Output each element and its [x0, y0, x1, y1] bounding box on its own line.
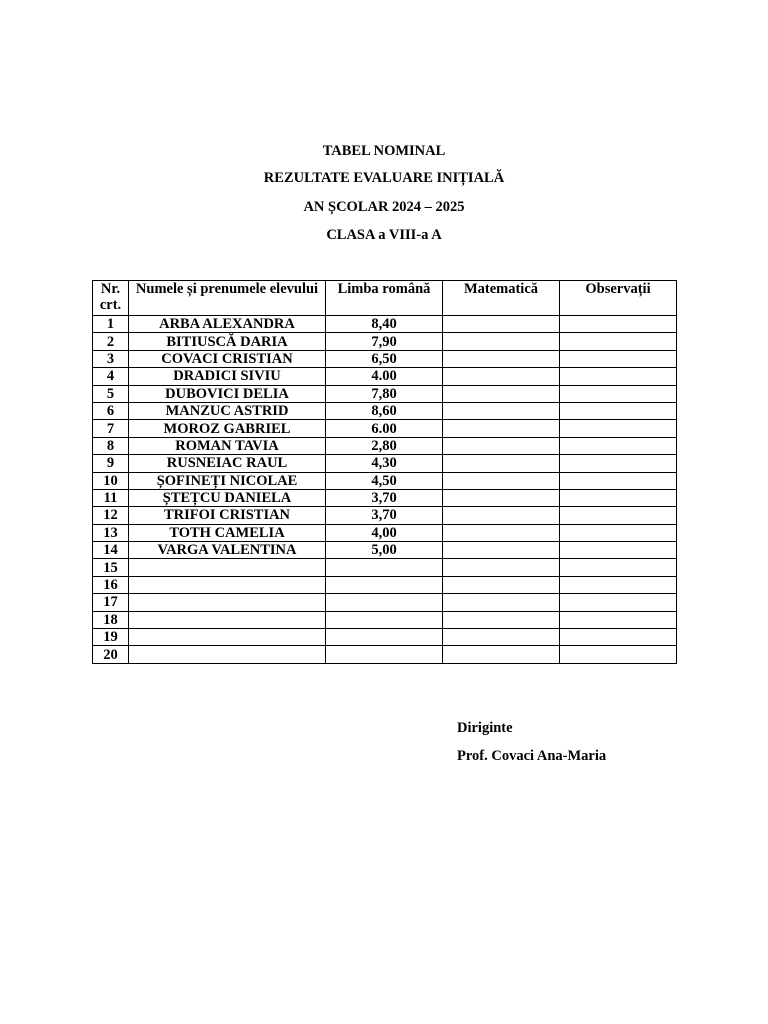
- cell-name: DUBOVICI DELIA: [129, 385, 326, 402]
- cell-math: [443, 646, 560, 663]
- cell-name: VARGA VALENTINA: [129, 542, 326, 559]
- cell-math: [443, 333, 560, 350]
- document-subtitle: REZULTATE EVALUARE INIȚIALĂ: [263, 170, 505, 186]
- cell-name: ROMAN TAVIA: [129, 437, 326, 454]
- table-row: [93, 542, 677, 559]
- table-row: [93, 559, 677, 576]
- cell-math: [443, 576, 560, 593]
- cell-math: [443, 611, 560, 628]
- cell-notes: [560, 368, 677, 385]
- cell-math: [443, 385, 560, 402]
- cell-name: TOTH CAMELIA: [129, 524, 326, 541]
- cell-notes: [560, 594, 677, 611]
- cell-name: MANZUC ASTRID: [129, 402, 326, 419]
- cell-nr: 8: [93, 437, 129, 454]
- cell-notes: [560, 437, 677, 454]
- cell-romanian: 4,50: [326, 472, 443, 489]
- cell-romanian: 4,00: [326, 524, 443, 541]
- cell-romanian: [326, 629, 443, 646]
- cell-nr: 6: [93, 402, 129, 419]
- cell-math: [443, 524, 560, 541]
- cell-math: [443, 368, 560, 385]
- cell-romanian: 6,50: [326, 350, 443, 367]
- cell-math: [443, 455, 560, 472]
- cell-nr: 20: [93, 646, 129, 663]
- column-header-name: Numele și prenumele elevului: [129, 281, 326, 316]
- cell-romanian: 4,30: [326, 455, 443, 472]
- cell-math: [443, 350, 560, 367]
- cell-nr: 19: [93, 629, 129, 646]
- cell-math: [443, 559, 560, 576]
- class-name: CLASA a VIII-a A: [326, 227, 442, 243]
- cell-math: [443, 402, 560, 419]
- cell-math: [443, 507, 560, 524]
- cell-name: [129, 594, 326, 611]
- table-row: [93, 576, 677, 593]
- cell-notes: [560, 455, 677, 472]
- cell-name: TRIFOI CRISTIAN: [129, 507, 326, 524]
- cell-notes: [560, 316, 677, 333]
- table-row: [93, 489, 677, 506]
- cell-romanian: 8,60: [326, 402, 443, 419]
- cell-nr: 13: [93, 524, 129, 541]
- cell-nr: 10: [93, 472, 129, 489]
- cell-notes: [560, 611, 677, 628]
- cell-nr: 9: [93, 455, 129, 472]
- cell-name: ȘTEȚCU DANIELA: [129, 489, 326, 506]
- table-row: [93, 402, 677, 419]
- cell-math: [443, 420, 560, 437]
- table-header-row: [93, 281, 677, 316]
- table-row: [93, 333, 677, 350]
- cell-nr: 1: [93, 316, 129, 333]
- cell-notes: [560, 629, 677, 646]
- cell-notes: [560, 524, 677, 541]
- cell-nr: 3: [93, 350, 129, 367]
- cell-math: [443, 542, 560, 559]
- cell-romanian: 7,90: [326, 333, 443, 350]
- cell-romanian: 4.00: [326, 368, 443, 385]
- document-title: TABEL NOMINAL: [322, 143, 446, 159]
- column-header-romanian: Limba română: [326, 281, 443, 316]
- cell-nr: 17: [93, 594, 129, 611]
- cell-romanian: [326, 559, 443, 576]
- cell-math: [443, 316, 560, 333]
- results-table: [92, 280, 677, 664]
- cell-name: [129, 629, 326, 646]
- table-row: [93, 646, 677, 663]
- cell-nr: 15: [93, 559, 129, 576]
- table-row: [93, 524, 677, 541]
- table-row: [93, 611, 677, 628]
- cell-name: RUSNEIAC RAUL: [129, 455, 326, 472]
- cell-name: ȘOFINEȚI NICOLAE: [129, 472, 326, 489]
- cell-notes: [560, 576, 677, 593]
- cell-nr: 16: [93, 576, 129, 593]
- cell-math: [443, 489, 560, 506]
- cell-nr: 5: [93, 385, 129, 402]
- cell-name: ARBA ALEXANDRA: [129, 316, 326, 333]
- cell-math: [443, 472, 560, 489]
- cell-name: COVACI CRISTIAN: [129, 350, 326, 367]
- cell-name: BITIUSCĂ DARIA: [129, 333, 326, 350]
- table-row: [93, 437, 677, 454]
- cell-nr: 2: [93, 333, 129, 350]
- cell-name: DRADICI SIVIU: [129, 368, 326, 385]
- cell-name: [129, 611, 326, 628]
- column-header-notes: Observații: [560, 281, 677, 316]
- cell-romanian: 8,40: [326, 316, 443, 333]
- cell-notes: [560, 507, 677, 524]
- cell-nr: 18: [93, 611, 129, 628]
- cell-nr: 12: [93, 507, 129, 524]
- signature-role: Diriginte: [457, 720, 513, 736]
- cell-name: MOROZ GABRIEL: [129, 420, 326, 437]
- cell-math: [443, 594, 560, 611]
- cell-notes: [560, 333, 677, 350]
- cell-romanian: 5,00: [326, 542, 443, 559]
- cell-notes: [560, 559, 677, 576]
- cell-romanian: [326, 646, 443, 663]
- cell-romanian: 2,80: [326, 437, 443, 454]
- cell-math: [443, 437, 560, 454]
- cell-notes: [560, 385, 677, 402]
- cell-notes: [560, 489, 677, 506]
- cell-notes: [560, 350, 677, 367]
- cell-nr: 11: [93, 489, 129, 506]
- cell-notes: [560, 420, 677, 437]
- cell-notes: [560, 646, 677, 663]
- cell-nr: 4: [93, 368, 129, 385]
- cell-romanian: [326, 594, 443, 611]
- table-row: [93, 629, 677, 646]
- cell-notes: [560, 472, 677, 489]
- table-row: [93, 594, 677, 611]
- cell-romanian: [326, 576, 443, 593]
- school-year: AN ȘCOLAR 2024 – 2025: [303, 199, 465, 215]
- cell-romanian: 3,70: [326, 507, 443, 524]
- cell-romanian: [326, 611, 443, 628]
- cell-name: [129, 559, 326, 576]
- table-row: [93, 420, 677, 437]
- cell-notes: [560, 542, 677, 559]
- table-row: [93, 472, 677, 489]
- cell-math: [443, 629, 560, 646]
- table-row: [93, 368, 677, 385]
- signature-name: Prof. Covaci Ana-Maria: [457, 748, 607, 764]
- column-header-math: Matematică: [443, 281, 560, 316]
- table-row: [93, 507, 677, 524]
- table-body: [93, 316, 677, 664]
- cell-romanian: 6.00: [326, 420, 443, 437]
- cell-nr: 14: [93, 542, 129, 559]
- cell-name: [129, 576, 326, 593]
- cell-notes: [560, 402, 677, 419]
- column-header-nr: Nr. crt.: [93, 281, 129, 316]
- table-row: [93, 385, 677, 402]
- cell-romanian: 7,80: [326, 385, 443, 402]
- table-row: [93, 316, 677, 333]
- cell-romanian: 3,70: [326, 489, 443, 506]
- cell-nr: 7: [93, 420, 129, 437]
- table-row: [93, 455, 677, 472]
- table-row: [93, 350, 677, 367]
- cell-name: [129, 646, 326, 663]
